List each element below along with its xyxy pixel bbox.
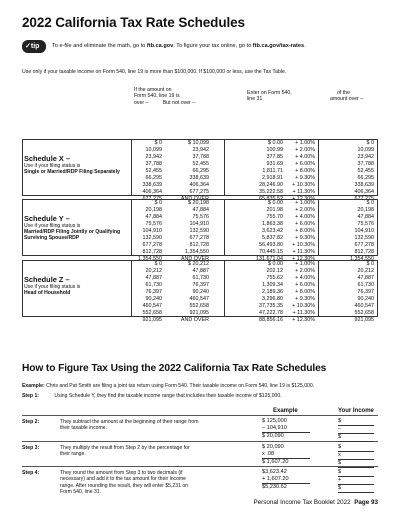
example-body: Chris and Pat Smith are filing a joint tax return using Form 540. Their taxable income on Form 540, line 19 is $125,000.: [46, 383, 315, 389]
schedule-cell: 460,547: [354, 302, 374, 309]
schedule-cell: AND OVER: [180, 195, 209, 202]
schedule-cell: 921,095: [142, 316, 162, 323]
schedule-cell: $ 20,198: [188, 200, 209, 206]
column-divider: [318, 199, 319, 256]
schedule-cell: + 6.00%: [295, 220, 315, 227]
step-divider: [22, 466, 378, 467]
schedule-cell: 677,275: [142, 195, 162, 202]
your-income-input[interactable]: $: [338, 418, 374, 426]
schedule-cell: 66,295: [145, 174, 162, 181]
example-value: + 1,607.20: [262, 476, 310, 484]
footer-text: Personal Income Tax Booklet 2022: [253, 499, 351, 506]
header-line: If the amount on: [134, 87, 172, 93]
schedule-column-amt-over: [322, 200, 374, 263]
schedule-cell: 132,590: [189, 227, 209, 234]
schedule-cell: 755.70: [266, 213, 283, 220]
step1-label: Step 1:: [22, 393, 39, 399]
schedule-cell: 65,835.52: [259, 195, 283, 202]
schedule-cell: + 11.30%: [292, 248, 315, 255]
step-text-line: their range.: [60, 451, 86, 458]
schedule-cell: 552,658: [142, 309, 162, 316]
schedule-cell: + 12.30%: [292, 255, 315, 262]
schedule-cell: 47,887: [145, 274, 162, 281]
example-value: – 104,910: [262, 425, 310, 433]
your-income-input[interactable]: $: [338, 460, 374, 468]
example-value: $3,623.42: [262, 469, 287, 475]
schedule-cell: 338,639: [189, 174, 209, 181]
schedule-cell: 5,837.82: [262, 234, 283, 241]
schedule-cell: 1,354,550: [350, 255, 374, 262]
schedule-cell: 931.69: [266, 160, 283, 167]
schedule-cell: 460,547: [142, 302, 162, 309]
schedule-cell: 61,730: [357, 281, 374, 288]
schedule-cell: 52,455: [357, 167, 374, 174]
schedule-cell: 20,198: [357, 206, 374, 213]
schedule-cell: + 12.30%: [292, 316, 315, 323]
schedule-cell: 70,445.15: [259, 248, 283, 255]
col-your-income-header: Your Income: [338, 408, 374, 414]
schedule-cell: 104,910: [354, 227, 374, 234]
schedule-cell: 52,455: [192, 160, 209, 167]
column-divider: [131, 199, 132, 256]
schedule-cell: 90,240: [192, 288, 209, 295]
step-text-line: They subtract the amount at the beginning of their range from: [60, 419, 199, 425]
header-line: line 31: [247, 96, 263, 103]
schedule-cell: 75,576: [145, 220, 162, 227]
schedule-cell: 10,099: [357, 146, 374, 153]
schedule-cell: 47,884: [357, 213, 374, 220]
schedule-cell: + 1.00%: [295, 261, 315, 267]
schedule-cell: 460,547: [189, 295, 209, 302]
schedule-cell: 20,198: [145, 206, 162, 213]
schedule-cell: + 11.30%: [292, 188, 315, 195]
header-line: amount over –: [330, 96, 364, 103]
column-divider: [224, 139, 225, 196]
schedule-cell: 90,240: [357, 295, 374, 302]
schedule-cell: 812,728: [189, 241, 209, 248]
schedule-desc: Use if your filing status is: [24, 223, 81, 229]
schedule-cell: 552,658: [354, 309, 374, 316]
howto-title: How to Figure Tax Using the 2022 California Tax Rate Schedules: [22, 363, 327, 374]
schedule-cell: 90,240: [145, 295, 162, 302]
your-income-input[interactable]: $: [338, 469, 374, 477]
schedule-column-not-over: [168, 261, 209, 324]
example-value: $ 20,090: [262, 433, 284, 439]
step-text-line: their taxable income.: [60, 425, 108, 432]
example-value: $ 125,000: [262, 418, 287, 424]
schedule-column-over: [134, 200, 162, 263]
schedule-label: [24, 214, 128, 242]
schedule-cell: 677,278: [354, 241, 374, 248]
schedule-cell: 61,730: [145, 281, 162, 288]
footer: [253, 499, 378, 506]
filing-status: Head of Household: [24, 290, 71, 297]
schedule-cell: + 10.30%: [292, 241, 315, 248]
schedule-cell: 47,887: [357, 274, 374, 281]
schedule-cell: 201.98: [266, 206, 283, 213]
schedule-cell: $ 0: [366, 200, 374, 206]
schedule-cell: $ 0: [154, 261, 162, 267]
filing-status: Single or Married/RDP Filing Separately: [24, 169, 120, 176]
your-income-fields: [338, 418, 374, 442]
schedule-label: [24, 275, 128, 296]
step-label: Step 2:: [22, 419, 40, 425]
schedule-cell: 23,942: [192, 146, 209, 153]
schedule-title: Schedule X –: [24, 154, 71, 163]
schedule-cell: + 1.00%: [295, 140, 315, 146]
your-income-input[interactable]: $: [338, 444, 374, 452]
schedule-column-base: [237, 261, 283, 324]
schedule-cell: 20,212: [357, 267, 374, 274]
page-number: Page 93: [354, 499, 378, 506]
schedule-cell: 338,639: [354, 181, 374, 188]
step-text-line: They round the amount from Step 3 to two decimals (if: [60, 470, 183, 476]
schedule-cell: 132,590: [142, 234, 162, 241]
schedule-cell: 47,222.78: [259, 309, 283, 316]
schedule-cell: + 11.30%: [292, 309, 315, 316]
schedule-cell: 100.99: [266, 146, 283, 153]
schedule-cell: 35,222.58: [259, 188, 283, 195]
schedule-cell: $ 0: [366, 261, 374, 267]
example-value: $ 20,090: [262, 444, 284, 450]
schedule-desc: Use if your filing status is: [24, 284, 81, 290]
schedule-cell: $ 0: [154, 140, 162, 146]
schedule-column-pct: [287, 140, 315, 203]
your-income-input[interactable]: –: [338, 426, 374, 434]
step-divider: [22, 441, 378, 442]
example-values: [262, 444, 310, 466]
schedule-cell: 66,295: [357, 174, 374, 181]
schedule-cell: + 8.00%: [295, 227, 315, 234]
schedule-cell: 66,295: [192, 167, 209, 174]
column-divider: [318, 260, 319, 317]
your-income-fields: [338, 469, 374, 493]
example-value: x .08: [262, 451, 310, 459]
schedule-cell: 677,278: [189, 234, 209, 241]
schedule-cell: 3,623.42: [262, 227, 283, 234]
example-values: [262, 469, 310, 491]
step-text-line: range. After rounding the result, they will enter $5,231 on: [60, 482, 188, 489]
example-value: $5,230.62: [262, 484, 287, 490]
schedule-column-amt-over: [322, 261, 374, 324]
schedule-cell: + 4.00%: [295, 213, 315, 220]
schedule-cell: 406,364: [354, 188, 374, 195]
schedule-cell: + 10.30%: [292, 302, 315, 309]
tip-text-part: . To figure your tax online, go to: [173, 43, 253, 49]
schedule-cell: 23,942: [357, 153, 374, 160]
schedule-cell: + 2.00%: [295, 206, 315, 213]
schedule-cell: + 4.00%: [295, 153, 315, 160]
schedule-cell: 37,788: [357, 160, 374, 167]
schedule-cell: 56,493.80: [259, 241, 283, 248]
schedule-cell: 10,099: [145, 146, 162, 153]
schedule-cell: + 1.00%: [295, 200, 315, 206]
your-income-fields: [338, 444, 374, 468]
step-text-line: necessary) and add it to the tax amount for their income: [60, 476, 186, 483]
schedule-desc: Use if your filing status is: [24, 163, 81, 169]
schedule-column-over: [134, 140, 162, 203]
schedule-cell: 2,918.91: [262, 174, 283, 181]
schedule-cell: 1,811.71: [262, 167, 283, 174]
col-example-header: Example: [273, 408, 298, 414]
schedule-label: [24, 154, 128, 175]
schedule-cell: + 6.00%: [295, 160, 315, 167]
schedule-cell: 52,455: [145, 167, 162, 174]
tip-text: [52, 43, 306, 49]
schedule-cell: $ 0.00: [268, 261, 283, 267]
intro-text: Use only if your taxable income on Form 540, line 19 is more than $100,000. If $100,000 or less, use the Tax Table.: [22, 69, 287, 75]
your-income-input[interactable]: $: [338, 485, 374, 493]
step1: [22, 393, 282, 399]
step-text: [60, 470, 260, 495]
schedule-column-not-over: [168, 140, 209, 203]
schedule-cell: 75,576: [357, 220, 374, 227]
schedule-cell: 677,275: [189, 188, 209, 195]
schedule-cell: 104,910: [189, 220, 209, 227]
schedule-cell: 338,639: [142, 181, 162, 188]
schedule-cell: 37,788: [192, 153, 209, 160]
schedule-cell: 76,397: [357, 288, 374, 295]
schedule-column-base: [237, 200, 283, 263]
step-text: [60, 445, 260, 458]
step-label: Step 3:: [22, 445, 40, 451]
efile-link[interactable]: ftb.ca.gov: [146, 43, 174, 49]
header-line: Form 540, line 19 is: [134, 93, 180, 100]
schedule-cell: 202.12: [266, 267, 283, 274]
your-income-input[interactable]: $: [338, 434, 374, 442]
step-text-line: Form 540, line 31.: [60, 488, 102, 495]
schedule-cell: 61,730: [192, 274, 209, 281]
schedule-cell: + 2.00%: [295, 146, 315, 153]
schedule-cell: 812,728: [354, 248, 374, 255]
example-label: Example:: [22, 383, 45, 389]
schedule-column-not-over: [168, 200, 209, 263]
schedule-cell: + 9.30%: [295, 174, 315, 181]
schedule-cell: 377.85: [266, 153, 283, 160]
schedule-cell: $ 0: [366, 140, 374, 146]
schedule-cell: 76,397: [145, 288, 162, 295]
column-divider: [131, 260, 132, 317]
tax-rates-link[interactable]: ftb.ca.gov/tax-rates: [252, 43, 305, 49]
your-income-input[interactable]: +: [338, 477, 374, 485]
header-amount-over: [330, 90, 363, 103]
schedule-cell: 1,354,550: [138, 255, 162, 262]
schedule-title: Schedule Z –: [24, 275, 70, 284]
schedule-cell: 47,884: [192, 206, 209, 213]
schedule-cell: + 9.30%: [295, 295, 315, 302]
column-divider: [224, 260, 225, 317]
schedule-cell: 28,246.90: [259, 181, 283, 188]
schedule-cell: + 6.00%: [295, 281, 315, 288]
schedule-cell: $ 0.00: [268, 140, 283, 146]
schedule-column-pct: [287, 200, 315, 263]
example-value: $ 1,607.20: [262, 459, 289, 465]
header-line: over – But not over –: [134, 99, 196, 106]
schedule-cell: 406,364: [142, 188, 162, 195]
schedule-cell: 47,884: [145, 213, 162, 220]
schedule-cell: 552,658: [189, 302, 209, 309]
step-label: Step 4:: [22, 470, 40, 476]
schedule-cell: 47,887: [192, 267, 209, 274]
schedule-cell: 812,728: [142, 248, 162, 255]
schedule-cell: 1,309.34: [262, 281, 283, 288]
page-title: 2022 California Tax Rate Schedules: [22, 15, 245, 30]
step-text-line: They multiply the result from Step 2 by the percentage for: [60, 445, 190, 451]
schedule-column-amt-over: [322, 140, 374, 203]
schedule-cell: 406,364: [189, 181, 209, 188]
schedule-cell: 23,942: [145, 153, 162, 160]
schedule-cell: 1,863.38: [262, 220, 283, 227]
schedule-cell: + 8.00%: [295, 167, 315, 174]
schedule-cell: 1,354,550: [185, 248, 209, 255]
schedule-cell: + 2.00%: [295, 267, 315, 274]
schedule-cell: + 12.30%: [292, 195, 315, 202]
header-income-range: [134, 87, 195, 106]
schedule-cell: 131,671.04: [256, 255, 283, 262]
step-divider: [22, 415, 378, 416]
schedule-cell: 2,189.36: [262, 288, 283, 295]
schedule-cell: $ 0.00: [268, 200, 283, 206]
column-divider: [318, 139, 319, 196]
schedule-cell: 132,590: [354, 234, 374, 241]
schedule-cell: 75,576: [192, 213, 209, 220]
schedule-cell: 755.62: [266, 274, 283, 281]
schedule-cell: + 10.30%: [292, 181, 315, 188]
schedule-cell: 88,856.16: [259, 316, 283, 323]
tip-text-part: To e-file and eliminate the math, go to: [52, 43, 147, 49]
schedule-column-over: [134, 261, 162, 324]
schedule-cell: 921,095: [189, 309, 209, 316]
schedule-cell: 921,095: [354, 316, 374, 323]
schedule-cell: AND OVER: [180, 255, 209, 262]
schedule-cell: 76,397: [192, 281, 209, 288]
schedule-column-base: [237, 140, 283, 203]
schedule-column-pct: [287, 261, 315, 324]
tip-text-part: .: [304, 43, 306, 49]
header-enter-on: [247, 90, 292, 103]
schedule-cell: 3,296.80: [262, 295, 283, 302]
schedule-cell: $ 10,099: [188, 140, 209, 146]
schedule-cell: + 8.00%: [295, 288, 315, 295]
tip-badge: ✓tip: [22, 40, 46, 53]
schedule-cell: 37,735.35: [259, 302, 283, 309]
schedule-cell: $ 0: [154, 200, 162, 206]
column-divider: [131, 139, 132, 196]
schedule-cell: 677,275: [354, 195, 374, 202]
filing-status: Married/RDP Filing Jointly or Qualifying Surviving Spouse/RDP: [24, 229, 121, 242]
schedule-cell: 677,278: [142, 241, 162, 248]
header-line: Enter on Form 540,: [247, 90, 292, 96]
example-text: [22, 383, 314, 389]
column-divider: [224, 199, 225, 256]
schedule-cell: 104,910: [142, 227, 162, 234]
schedule-cell: $ 20,212: [188, 261, 209, 267]
schedule-title: Schedule Y –: [24, 214, 70, 223]
schedule-cell: AND OVER: [180, 316, 209, 323]
schedule-cell: 20,212: [145, 267, 162, 274]
step1-text: Using Schedule Y, they find the taxable income range that includes their taxable income of $125,000.: [54, 393, 282, 399]
example-values: [262, 418, 310, 440]
schedule-cell: + 4.00%: [295, 274, 315, 281]
step-text: [60, 419, 260, 432]
schedule-cell: + 9.30%: [295, 234, 315, 241]
schedule-cell: 37,788: [145, 160, 162, 167]
your-income-input[interactable]: x: [338, 452, 374, 460]
header-line: of the: [337, 90, 350, 96]
